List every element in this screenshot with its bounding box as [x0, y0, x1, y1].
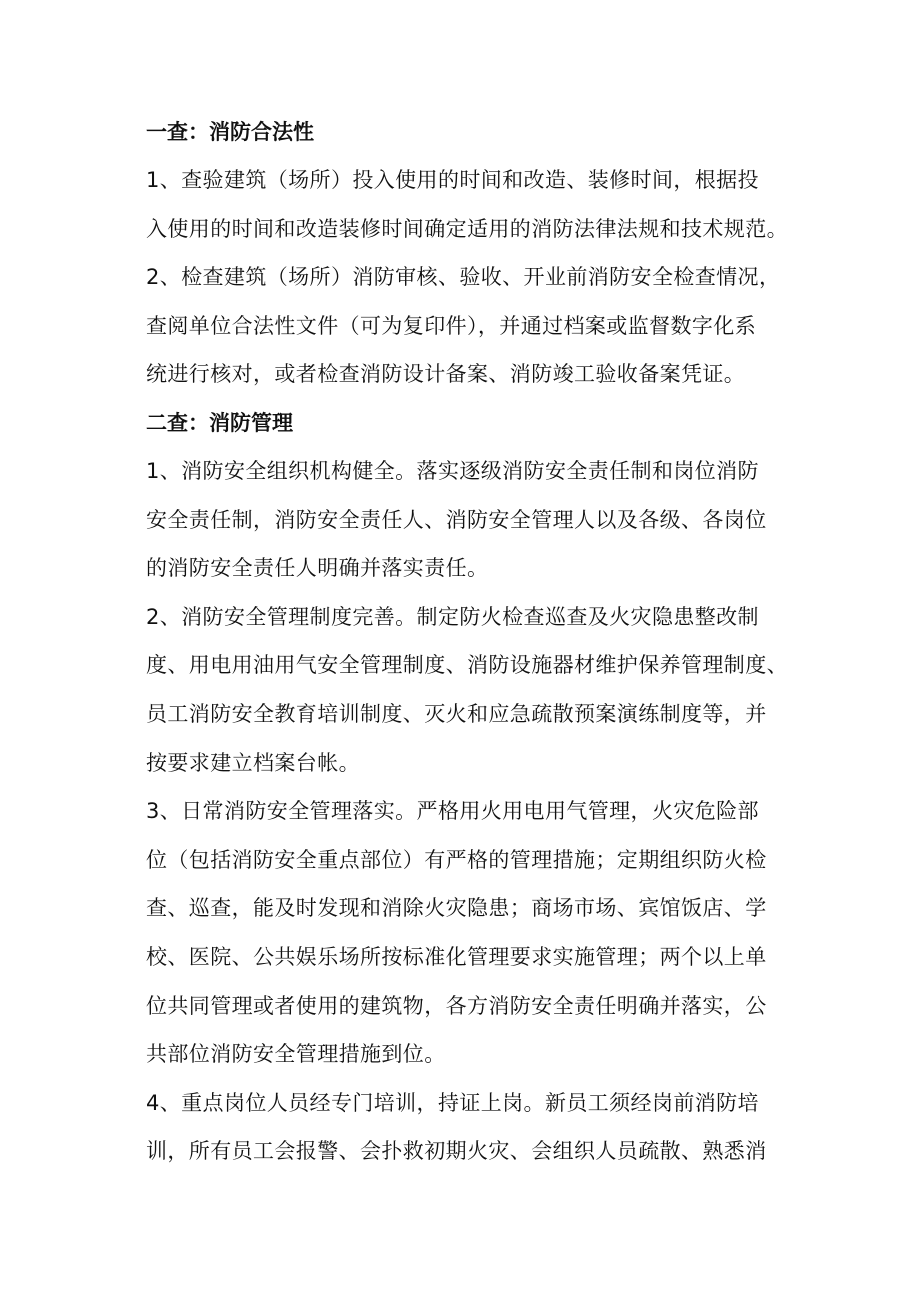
text-line: 1、查验建筑（场所）投入使用的时间和改造、装修时间，根据投	[146, 168, 759, 192]
text-line: 按要求建立档案台帐。	[146, 750, 360, 775]
text-line: 安全责任制，消防安全责任人、消防安全管理人以及各级、各岗位	[146, 507, 767, 532]
text-line: 3、日常消防安全管理落实。严格用火用电用气管理，火灾危险部	[146, 799, 759, 824]
paragraph-2-2	[146, 593, 796, 787]
section-heading-management: 二查：消防管理	[146, 410, 293, 435]
text-line: 的消防安全责任人明确并落实责任。	[146, 556, 489, 581]
text-line: 入使用的时间和改造装修时间确定适用的消防法律法规和技术规范。	[146, 216, 788, 241]
document-body	[146, 108, 796, 1176]
text-line: 共部位消防安全管理措施到位。	[146, 1042, 446, 1067]
text-line: 度、用电用油用气安全管理制度、消防设施器材维护保养管理制度、	[146, 653, 788, 678]
text-line: 位共同管理或者使用的建筑物，各方消防安全责任明确并落实，公	[146, 993, 767, 1018]
paragraph-1-2	[146, 253, 796, 399]
text-line: 2、检查建筑（场所）消防审核、验收、开业前消防安全检查情况，	[146, 265, 781, 290]
paragraph-2-1	[146, 447, 796, 593]
section-heading-legality: 一查：消防合法性	[146, 120, 314, 144]
text-line: 位（包括消防安全重点部位）有严格的管理措施；定期组织防火检	[146, 847, 767, 872]
text-line: 2、消防安全管理制度完善。制定防火检查巡查及火灾隐患整改制	[146, 604, 759, 629]
text-line: 员工消防安全教育培训制度、灭火和应急疏散预案演练制度等，并	[146, 701, 767, 726]
text-line: 统进行核对，或者检查消防设计备案、消防竣工验收备案凭证。	[146, 362, 746, 387]
text-line: 训，所有员工会报警、会扑救初期火灾、会组织人员疏散、熟悉消	[146, 1139, 767, 1164]
text-line: 查、巡查，能及时发现和消除火灾隐患；商场市场、宾馆饭店、学	[146, 896, 767, 921]
paragraph-2-4	[146, 1079, 796, 1176]
text-line: 校、医院、公共娱乐场所按标准化管理要求实施管理；两个以上单	[146, 944, 767, 969]
text-line: 1、消防安全组织机构健全。落实逐级消防安全责任制和岗位消防	[146, 458, 759, 483]
text-line: 4、重点岗位人员经专门培训，持证上岗。新员工须经岗前消防培	[146, 1090, 759, 1115]
paragraph-1-1	[146, 156, 796, 253]
paragraph-2-3	[146, 787, 796, 1079]
text-line: 查阅单位合法性文件（可为复印件），并通过档案或监督数字化系	[146, 313, 757, 338]
